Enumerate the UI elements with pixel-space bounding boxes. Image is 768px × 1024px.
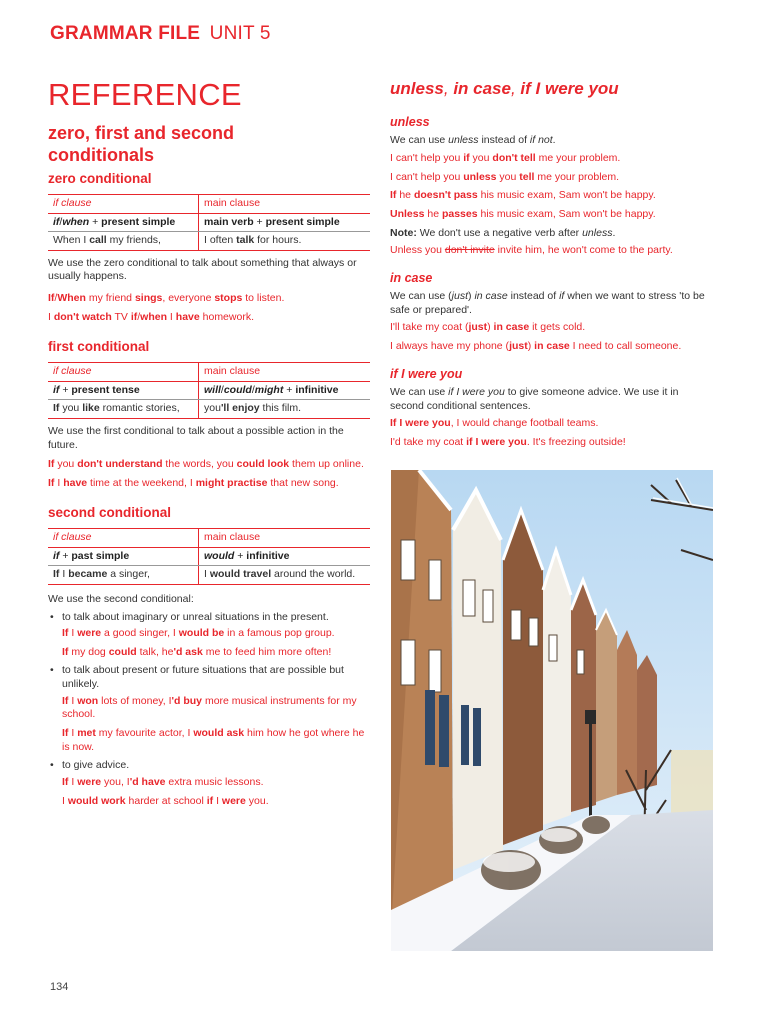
second-conditional-table [48, 528, 370, 585]
unless-intro: We can use unless instead of if not. [390, 134, 556, 147]
bullet-text: • to give advice. [62, 759, 130, 772]
unless-example: I can't help you unless you tell me your problem. [390, 170, 620, 183]
col-header-main-clause: main clause [199, 362, 371, 381]
table-cell: if/when + present simple [48, 213, 199, 232]
second-conditional-title: second conditional [48, 505, 172, 521]
in-case-example: I'll take my coat (just) in case it gets cold. [390, 321, 586, 334]
snowy-street-photo [391, 470, 713, 951]
unless-in-case-title: unless, in case, if I were you [390, 79, 619, 98]
table-header-row [48, 528, 370, 547]
table-header-row [48, 362, 370, 381]
list-item [62, 759, 370, 808]
table-cell: If I became a singer, [48, 566, 199, 585]
col-header-if-clause: if clause [53, 196, 92, 209]
zero-example: I don't watch TV if/when I have homework. [48, 310, 254, 323]
second-example: If my dog could talk, he'd ask me to feed him more often! [62, 645, 332, 658]
first-conditional-table [48, 362, 370, 419]
zero-example: If/When my friend sings, everyone stops to listen. [48, 292, 285, 305]
bullet-text: • to talk about imaginary or unreal situations in the present. [62, 610, 329, 623]
table-cell: you'll enjoy this film. [199, 400, 371, 419]
second-example: I would work harder at school if I were you. [62, 794, 269, 807]
in-case-intro: We can use (just) in case instead of if when we want to stress 'to be safe or prepared'. [390, 290, 705, 316]
page-header [50, 22, 271, 47]
second-example: If I were you, I'd have extra music lessons. [62, 775, 264, 788]
table-cell: would + infinitive [199, 547, 371, 566]
table-cell: main verb + present simple [199, 213, 371, 232]
zero-conditional-table [48, 194, 370, 251]
conditionals-title-line1: zero, first and second [48, 123, 235, 144]
right-column [390, 78, 712, 454]
grammar-file-label: GRAMMAR FILE [50, 23, 201, 44]
col-header-main-clause: main clause [199, 194, 371, 213]
col-header-if-clause: if clause [53, 530, 92, 543]
reference-title: REFERENCE [48, 77, 242, 112]
second-example: If I won lots of money, I'd buy more musical instruments for my school. [62, 694, 357, 721]
table-cell: if + past simple [48, 547, 199, 566]
unless-example: Unless he passes his music exam, Sam won't be happy. [390, 207, 656, 220]
first-example: If you don't understand the words, you could look them up online. [48, 458, 364, 471]
second-example: If I were a good singer, I would be in a famous pop group. [62, 627, 335, 640]
page-number: 134 [50, 981, 69, 993]
zero-explanation: We use the zero conditional to talk about something that always or usually happens. [48, 256, 357, 283]
first-explanation: We use the first conditional to talk about a possible action in the future. [48, 424, 344, 451]
conditionals-title-line2: conditionals [48, 144, 155, 165]
unless-note: Note: We don't use a negative verb after unless. [390, 226, 616, 239]
table-row [48, 381, 370, 400]
table-row [48, 213, 370, 232]
list-item [62, 664, 370, 754]
col-header-if-clause: if clause [53, 364, 92, 377]
if-i-were-you-title: if I were you [390, 366, 463, 381]
table-row [48, 547, 370, 566]
table-cell: When I call my friends, [48, 232, 199, 251]
if-i-were-you-example: I'd take my coat if I were you. It's freezing outside! [390, 435, 626, 448]
second-uses-list [48, 611, 370, 809]
unless-note-example: Unless you don't invite invite him, he won't come to the party. [390, 244, 673, 257]
bullet-text: • to talk about present or future situations that are possible but unlikely. [62, 664, 344, 691]
left-column [48, 76, 370, 813]
if-i-were-you-example: If I were you, I would change football teams. [390, 417, 599, 430]
table-row [48, 400, 370, 419]
table-cell: I often talk for hours. [199, 232, 371, 251]
zero-conditional-title: zero conditional [48, 171, 152, 187]
first-example: If I have time at the weekend, I might practise that new song. [48, 476, 339, 489]
unit-label: UNIT 5 [209, 23, 271, 44]
list-item [62, 611, 370, 660]
table-row [48, 232, 370, 251]
table-cell: I would travel around the world. [199, 566, 371, 585]
if-i-were-you-intro: We can use if I were you to give someone advice. We use it in second conditional sentences. [390, 385, 679, 412]
in-case-title: in case [390, 270, 433, 285]
unless-example: If he doesn't pass his music exam, Sam won't be happy. [390, 189, 656, 202]
first-conditional-title: first conditional [48, 339, 150, 355]
table-row [48, 566, 370, 585]
in-case-example: I always have my phone (just) in case I need to call someone. [390, 340, 682, 352]
unless-title: unless [390, 115, 430, 130]
unless-example: I can't help you if you don't tell me your problem. [390, 151, 621, 164]
second-explanation: We use the second conditional: [48, 592, 194, 605]
table-cell: If you like romantic stories, [48, 400, 199, 419]
table-cell: if + present tense [48, 381, 199, 400]
col-header-main-clause: main clause [199, 528, 371, 547]
table-header-row [48, 194, 370, 213]
table-cell: will/could/might + infinitive [199, 381, 371, 400]
second-example: If I met my favourite actor, I would ask him how he got where he is now. [62, 727, 365, 753]
